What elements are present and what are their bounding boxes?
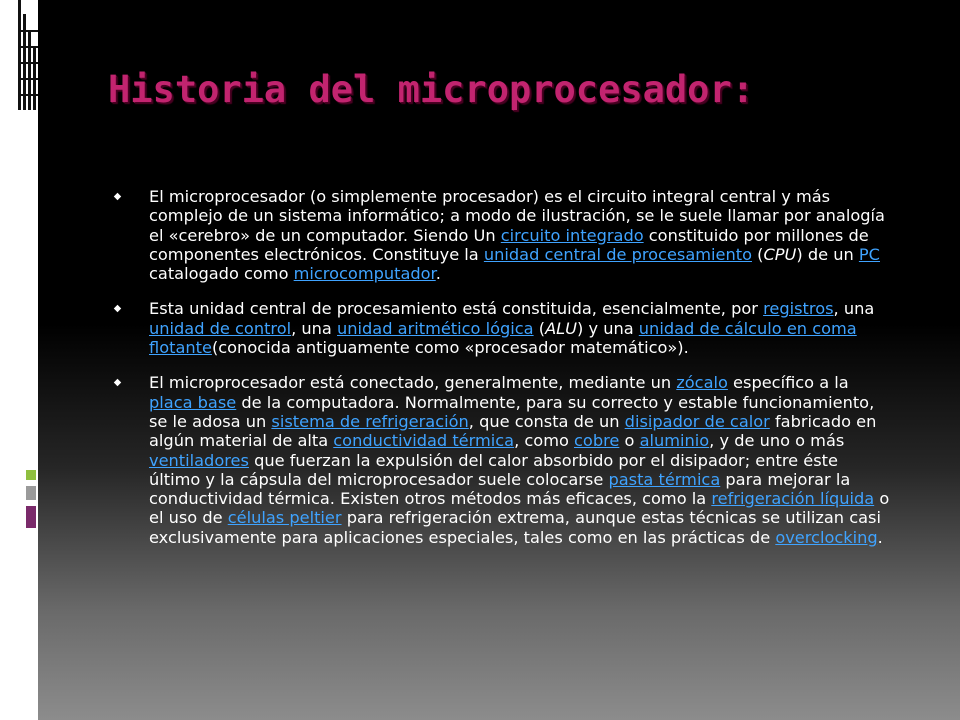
text-run: , como <box>514 431 575 451</box>
text-run: de la computadora. Normalmente, para su correcto y estable funcionamiento, se le adosa un <box>149 392 875 431</box>
side-color-accent <box>26 470 38 540</box>
text-run: ) de un <box>796 244 859 264</box>
bullet-item <box>114 187 890 283</box>
text-run: , que consta de un <box>468 411 625 431</box>
slide-canvas <box>38 0 960 720</box>
text-run: o <box>619 431 640 451</box>
text-run: para refrigeración extrema, aunque estas técnicas se utilizan casi exclusivamente para aplicaciones especiales, tales como en las prácticas de <box>149 508 881 547</box>
hyperlink[interactable]: circuito integrado <box>500 225 644 245</box>
text-run: fabricado en algún material de alta <box>149 411 877 451</box>
left-margin-strip <box>0 0 38 720</box>
text-run: Esta unidad central de procesamiento está constituida, esencialmente, por <box>149 299 764 319</box>
hyperlink[interactable]: pasta térmica <box>608 469 721 489</box>
bullet-text <box>149 299 874 357</box>
hyperlink[interactable]: cobre <box>574 431 620 451</box>
text-run: que fuerzan la expulsión del calor absorbido por el disipador; entre éste último y la cápsula del microprocesador suele colocarse <box>149 450 838 489</box>
hyperlink[interactable]: unidad de cálculo en coma flotante <box>149 318 857 358</box>
bullet-text <box>149 373 889 546</box>
bullet-item <box>114 373 890 547</box>
text-run: para mejorar la conductividad térmica. Existen otros métodos más eficaces, como la <box>149 469 851 509</box>
hyperlink[interactable]: sistema de refrigeración <box>271 411 469 431</box>
text-run: específico a la <box>727 373 849 393</box>
text-run: El microprocesador está conectado, generalmente, mediante un <box>149 373 677 393</box>
bullet-item <box>114 299 890 357</box>
bullet-text <box>149 187 885 283</box>
text-run: El microprocesador (o simplemente procesador) es el circuito integral central y más complejo de un sistema informático; a modo de ilustración, se le suele llamar por analogía el «cerebro» de un computador. Siendo Un <box>149 187 885 245</box>
corner-ruler-decoration <box>0 0 38 110</box>
hyperlink[interactable]: PC <box>858 244 880 264</box>
text-run: ( <box>533 318 546 338</box>
diamond-bullet-icon <box>114 193 121 200</box>
hyperlink[interactable]: microcomputador <box>293 264 436 284</box>
text-run: . <box>877 527 883 547</box>
accent-gray-bar <box>26 486 36 500</box>
text-run: ( <box>752 244 764 264</box>
text-run: , y de uno o más <box>709 431 845 451</box>
hyperlink[interactable]: aluminio <box>639 431 710 451</box>
accent-green-bar <box>26 470 36 480</box>
hyperlink[interactable]: overclocking <box>775 527 878 547</box>
hyperlink[interactable]: unidad aritmético lógica <box>337 318 534 338</box>
bullet-list <box>114 187 890 563</box>
text-run: , una <box>291 318 338 338</box>
text-run: , una <box>833 299 875 319</box>
text-run: catalogado como <box>149 264 294 284</box>
hyperlink[interactable]: ventiladores <box>149 450 249 470</box>
text-run: o el uso de <box>149 489 890 528</box>
hyperlink[interactable]: conductividad térmica <box>333 431 515 451</box>
italic-term: ALU <box>545 318 578 338</box>
slide-title: Historia del microprocesador: <box>108 68 755 111</box>
hyperlink[interactable]: refrigeración líquida <box>711 489 875 509</box>
text-run: ) y una <box>577 318 639 338</box>
accent-purple-bar <box>26 506 36 528</box>
text-run: (conocida antiguamente como «procesador matemático»). <box>211 338 689 358</box>
text-run: constituido por millones de componentes electrónicos. Constituye la <box>149 225 869 264</box>
diamond-bullet-icon <box>114 379 121 386</box>
hyperlink[interactable]: unidad de control <box>149 318 292 338</box>
italic-term: CPU <box>763 244 797 264</box>
hyperlink[interactable]: zócalo <box>676 373 728 393</box>
hyperlink[interactable]: células peltier <box>227 508 342 528</box>
diamond-bullet-icon <box>114 305 121 312</box>
text-run: . <box>435 264 441 284</box>
hyperlink[interactable]: unidad central de procesamiento <box>483 244 752 264</box>
hyperlink[interactable]: registros <box>763 299 834 319</box>
hyperlink[interactable]: placa base <box>149 392 237 412</box>
hyperlink[interactable]: disipador de calor <box>624 411 770 431</box>
